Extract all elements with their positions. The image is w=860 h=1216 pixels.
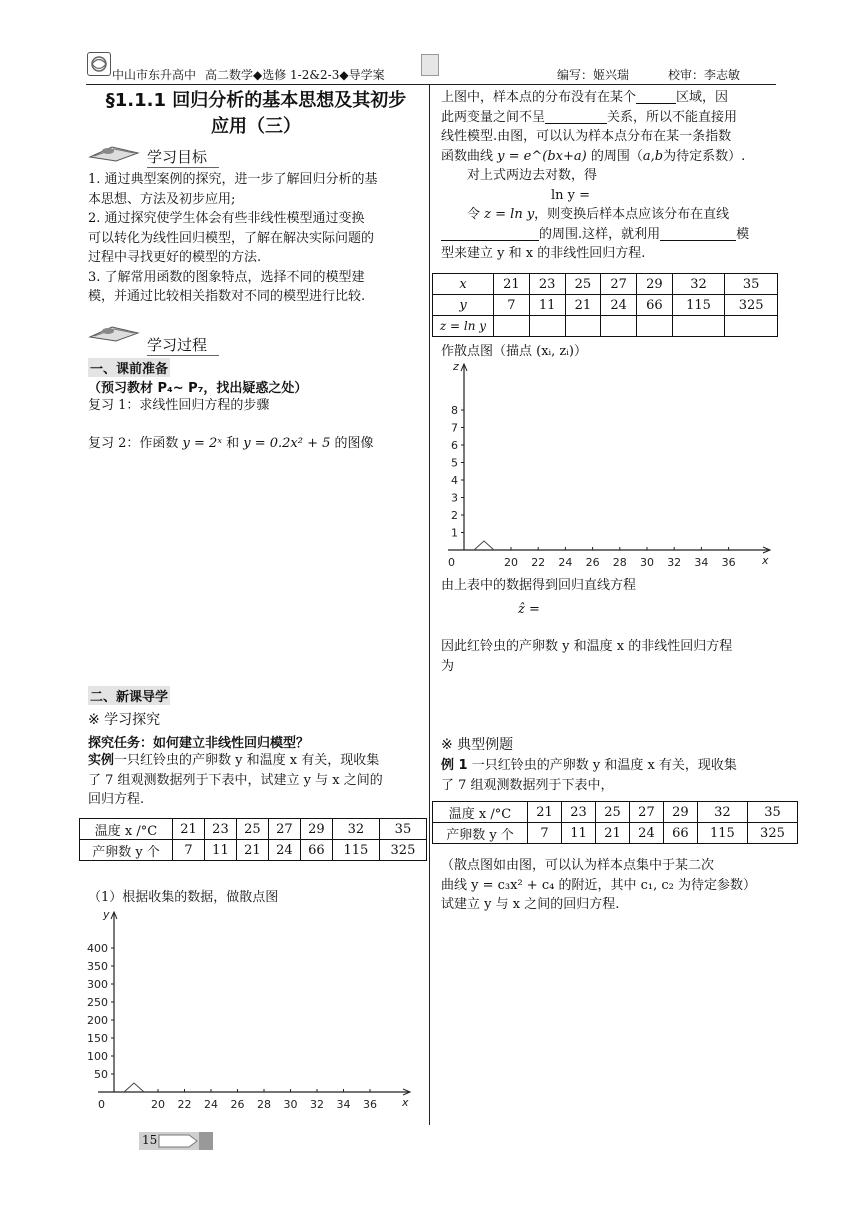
table-cell: 66 (300, 840, 332, 861)
table-cell: 23 (529, 274, 565, 295)
table-row (433, 274, 778, 295)
table-cell: 11 (561, 823, 595, 844)
section-2-heading: 二、新课导学 (88, 686, 170, 705)
y-tick-label: 3 (451, 491, 458, 505)
header-rule (86, 84, 776, 85)
y-tick-label: 350 (87, 960, 108, 973)
table-cell: 32 (697, 802, 747, 823)
table-cell: 23 (561, 802, 595, 823)
table-row (80, 840, 427, 861)
section-1-heading: 一、课前准备 (88, 358, 170, 377)
y-tick-label: 6 (451, 439, 458, 452)
table-header-cell: x (433, 274, 494, 295)
typical-examples-heading: ※ 典型例题 (441, 737, 514, 753)
table-cell: 7 (528, 823, 562, 844)
x-tick-label: 36 (721, 556, 736, 569)
x-tick-label: 20 (504, 556, 518, 569)
table-cell: 24 (629, 823, 663, 844)
table-cell-empty[interactable] (601, 316, 637, 337)
x-tick-label: 20 (151, 1098, 165, 1111)
axis-break-mark (124, 1083, 144, 1092)
preview-note: （预习教材 P₄~ P₇，找出疑惑之处） (88, 381, 308, 396)
scatter-caption: 作散点图（描点 (xᵢ, zᵢ)） (441, 344, 587, 359)
x-tick-label: 30 (283, 1098, 298, 1111)
x-tick-label: 34 (694, 556, 709, 569)
page-title: §1.1.1 回归分析的基本思想及其初步 应用（三） (105, 90, 407, 137)
table-cell: 27 (268, 819, 300, 840)
table-cell: 11 (529, 295, 565, 316)
table-row (433, 316, 778, 337)
table-cell: 21 (173, 819, 205, 840)
fill-blank[interactable] (636, 89, 676, 104)
table-header-cell: y (433, 295, 494, 316)
y-tick-label: 4 (451, 474, 458, 487)
table-row (433, 823, 798, 844)
book-icon (88, 321, 142, 347)
table-cell-empty[interactable] (494, 316, 530, 337)
fill-blank[interactable] (660, 226, 736, 241)
y-tick-label: 300 (87, 978, 108, 991)
x-tick-label: 28 (257, 1098, 271, 1111)
y-tick-label: 1 (451, 526, 458, 540)
table-cell: 21 (236, 840, 268, 861)
y-tick-label: 50 (94, 1068, 108, 1081)
table-cell: 21 (494, 274, 530, 295)
table-cell: 24 (601, 295, 637, 316)
table-cell-empty[interactable] (637, 316, 673, 337)
table-cell: 115 (697, 823, 747, 844)
table-cell: 32 (672, 274, 725, 295)
table-header-cell: 产卵数 y 个 (433, 823, 528, 844)
objective-line: 本思想、方法及初步应用; (88, 191, 236, 207)
table-row (80, 819, 427, 840)
explore-heading: ※ 学习探究 (88, 712, 161, 728)
school-logo (87, 52, 111, 76)
table-cell: 21 (565, 295, 601, 316)
x-tick-label: 26 (585, 556, 600, 569)
nonlinear-equation-text: 因此红铃虫的产卵数 y 和温度 x 的非线性回归方程 为 (441, 639, 733, 674)
table-cell-empty[interactable] (672, 316, 725, 337)
table-cell: 21 (595, 823, 629, 844)
transform-table (432, 273, 778, 337)
objective-line: 模，并通过比较相关指数对不同的模型进行比较. (88, 289, 366, 304)
y-tick-label: 2 (451, 509, 458, 522)
x-tick-label: 24 (558, 556, 573, 569)
table-cell: 325 (725, 295, 778, 316)
review-2: 复习 2：作函数 y = 2ˣ 和 y = 0.2x² + 5 的图像 (88, 436, 374, 451)
y-axis-label: y (103, 908, 110, 921)
objective-line: 过程中寻找更好的模型的方法. (88, 250, 262, 265)
x-axis-label: x (762, 554, 769, 567)
table-cell: 27 (629, 802, 663, 823)
x-tick-label: 36 (363, 1098, 377, 1111)
explore-task: 探究任务：如何建立非线性回归模型？ (88, 736, 310, 751)
analysis-paragraph: 上图中，样本点的分布没有在某个 区域，因 此两变量之间不呈 关系，所以不能直接用 线性模型.由图，可以认为样本点分布在某一条指数 函数曲线 y = e^(bx+a) 的周围（a,b为待定系数）. 对上式两边去对数，得 ln y = 令 z = ln y，则变换后样本点应该分布在直线 的周围.这样，就利用 模 型来建立 y 和 x 的非线性回归方程. (441, 90, 750, 261)
header-school: 中山市东升高中 (112, 68, 197, 82)
fill-blank[interactable] (545, 109, 607, 124)
table-cell: 29 (300, 819, 332, 840)
objective-line: 2. 通过探究使学生体会有些非线性模型通过变换 (88, 211, 365, 226)
y-tick-label: 250 (87, 996, 108, 1009)
example-1-text: 例 1 一只红铃虫的产卵数 y 和温度 x 有关，现收集 了 7 组观测数据列于下表中， (441, 758, 737, 793)
x-axis-label: x (402, 1096, 409, 1109)
review-1: 复习 1：求线性回归方程的步骤 (88, 398, 270, 413)
table-cell: 32 (332, 819, 379, 840)
table-cell: 25 (565, 274, 601, 295)
table-header-cell: 产卵数 y 个 (80, 840, 173, 861)
table-cell: 7 (494, 295, 530, 316)
header-reviewer: 校审：李志敏 (668, 68, 741, 82)
table-cell: 25 (595, 802, 629, 823)
table-cell: 35 (725, 274, 778, 295)
example-text: 实例一只红铃虫的产卵数 y 和温度 x 有关，现收集 了 7 组观测数据列于下表中，试建立 y 与 x 之间的 回归方程. (88, 753, 383, 807)
example-1-after: （散点图如由图，可以认为样本点集中于某二次 曲线 y = c₃x² + c₄ 的附近，其中 c₁, c₂ 为待定参数） 试建立 y 与 x 之间的回归方程. (441, 858, 756, 912)
header-course: 高二数学◆选修 1-2&2-3◆导学案 (205, 68, 385, 82)
x-tick-label: 34 (336, 1098, 351, 1111)
x-tick-label: 22 (177, 1098, 192, 1111)
table-cell: 21 (528, 802, 562, 823)
page-number: 15 (142, 1133, 158, 1147)
table-cell: 29 (637, 274, 673, 295)
table-cell: 325 (747, 823, 797, 844)
objective-line: 可以转化为线性回归模型，了解在解决实际问题的 (88, 230, 375, 246)
y-tick-label: 100 (87, 1050, 108, 1063)
table-cell: 325 (379, 840, 426, 861)
table-cell: 35 (379, 819, 426, 840)
table-cell: 24 (268, 840, 300, 861)
regression-line-text: 由上表中的数据得到回归直线方程 (441, 578, 637, 593)
x-tick-label: 30 (640, 556, 654, 569)
table-row (433, 295, 778, 316)
table-cell: 35 (747, 802, 797, 823)
table-cell: 29 (663, 802, 697, 823)
column-divider (429, 85, 430, 1125)
x-tick-label: 32 (667, 556, 682, 569)
zhat-equation: ẑ = (518, 602, 540, 617)
x-tick-label: 32 (310, 1098, 324, 1111)
course-emblem-icon (421, 54, 439, 76)
table-row (433, 802, 798, 823)
fill-blank[interactable] (441, 226, 539, 241)
table-cell-empty[interactable] (529, 316, 565, 337)
page-number-tab (139, 1131, 213, 1151)
table-cell: 66 (663, 823, 697, 844)
y-tick-label: 7 (451, 421, 458, 435)
y-tick-label: 8 (451, 404, 458, 417)
table-cell-empty[interactable] (565, 316, 601, 337)
table-cell: 25 (236, 819, 268, 840)
table-cell: 23 (204, 819, 236, 840)
table-cell: 27 (601, 274, 637, 295)
objectives-heading: 学习目标 (147, 146, 219, 168)
logo-icon (88, 53, 110, 75)
y-tick-label: 200 (87, 1014, 108, 1027)
y-tick-label: 150 (87, 1032, 108, 1045)
table-cell: 11 (204, 840, 236, 861)
scatter-axes-egg-count (84, 906, 420, 1116)
x-tick-label: 22 (531, 556, 546, 569)
book-icon (88, 141, 142, 167)
egg-table-right (432, 801, 798, 844)
table-header-cell: z = ln y (433, 316, 494, 337)
x-tick-label: 26 (230, 1098, 245, 1111)
objective-line: 1. 通过典型案例的探究，进一步了解回归分析的基 (88, 172, 378, 187)
scatter-axes-z (440, 360, 776, 572)
x-tick-label: 24 (204, 1098, 218, 1111)
table-cell: 66 (637, 295, 673, 316)
axis-break-mark (474, 541, 494, 550)
objective-line: 3. 了解常用函数的图象特点，选择不同的模型建 (88, 269, 365, 285)
table-cell: 115 (672, 295, 725, 316)
step-1-text: （1）根据收集的数据，做散点图 (88, 890, 279, 905)
table-header-cell: 温度 x /°C (80, 819, 173, 840)
objectives-list (88, 170, 424, 307)
origin-label: 0 (448, 556, 455, 569)
x-tick-label: 28 (612, 556, 627, 569)
header-editor: 编写：姬兴瑞 (557, 68, 630, 82)
egg-table-left (79, 818, 427, 861)
table-header-cell: 温度 x /°C (433, 802, 528, 823)
process-heading: 学习过程 (147, 334, 219, 356)
y-tick-label: 400 (87, 942, 108, 955)
y-axis-label: z (453, 360, 459, 373)
y-tick-label: 5 (451, 456, 458, 470)
table-cell: 115 (332, 840, 379, 861)
table-cell-empty[interactable] (725, 316, 778, 337)
origin-label: 0 (98, 1098, 105, 1111)
table-cell: 7 (173, 840, 205, 861)
